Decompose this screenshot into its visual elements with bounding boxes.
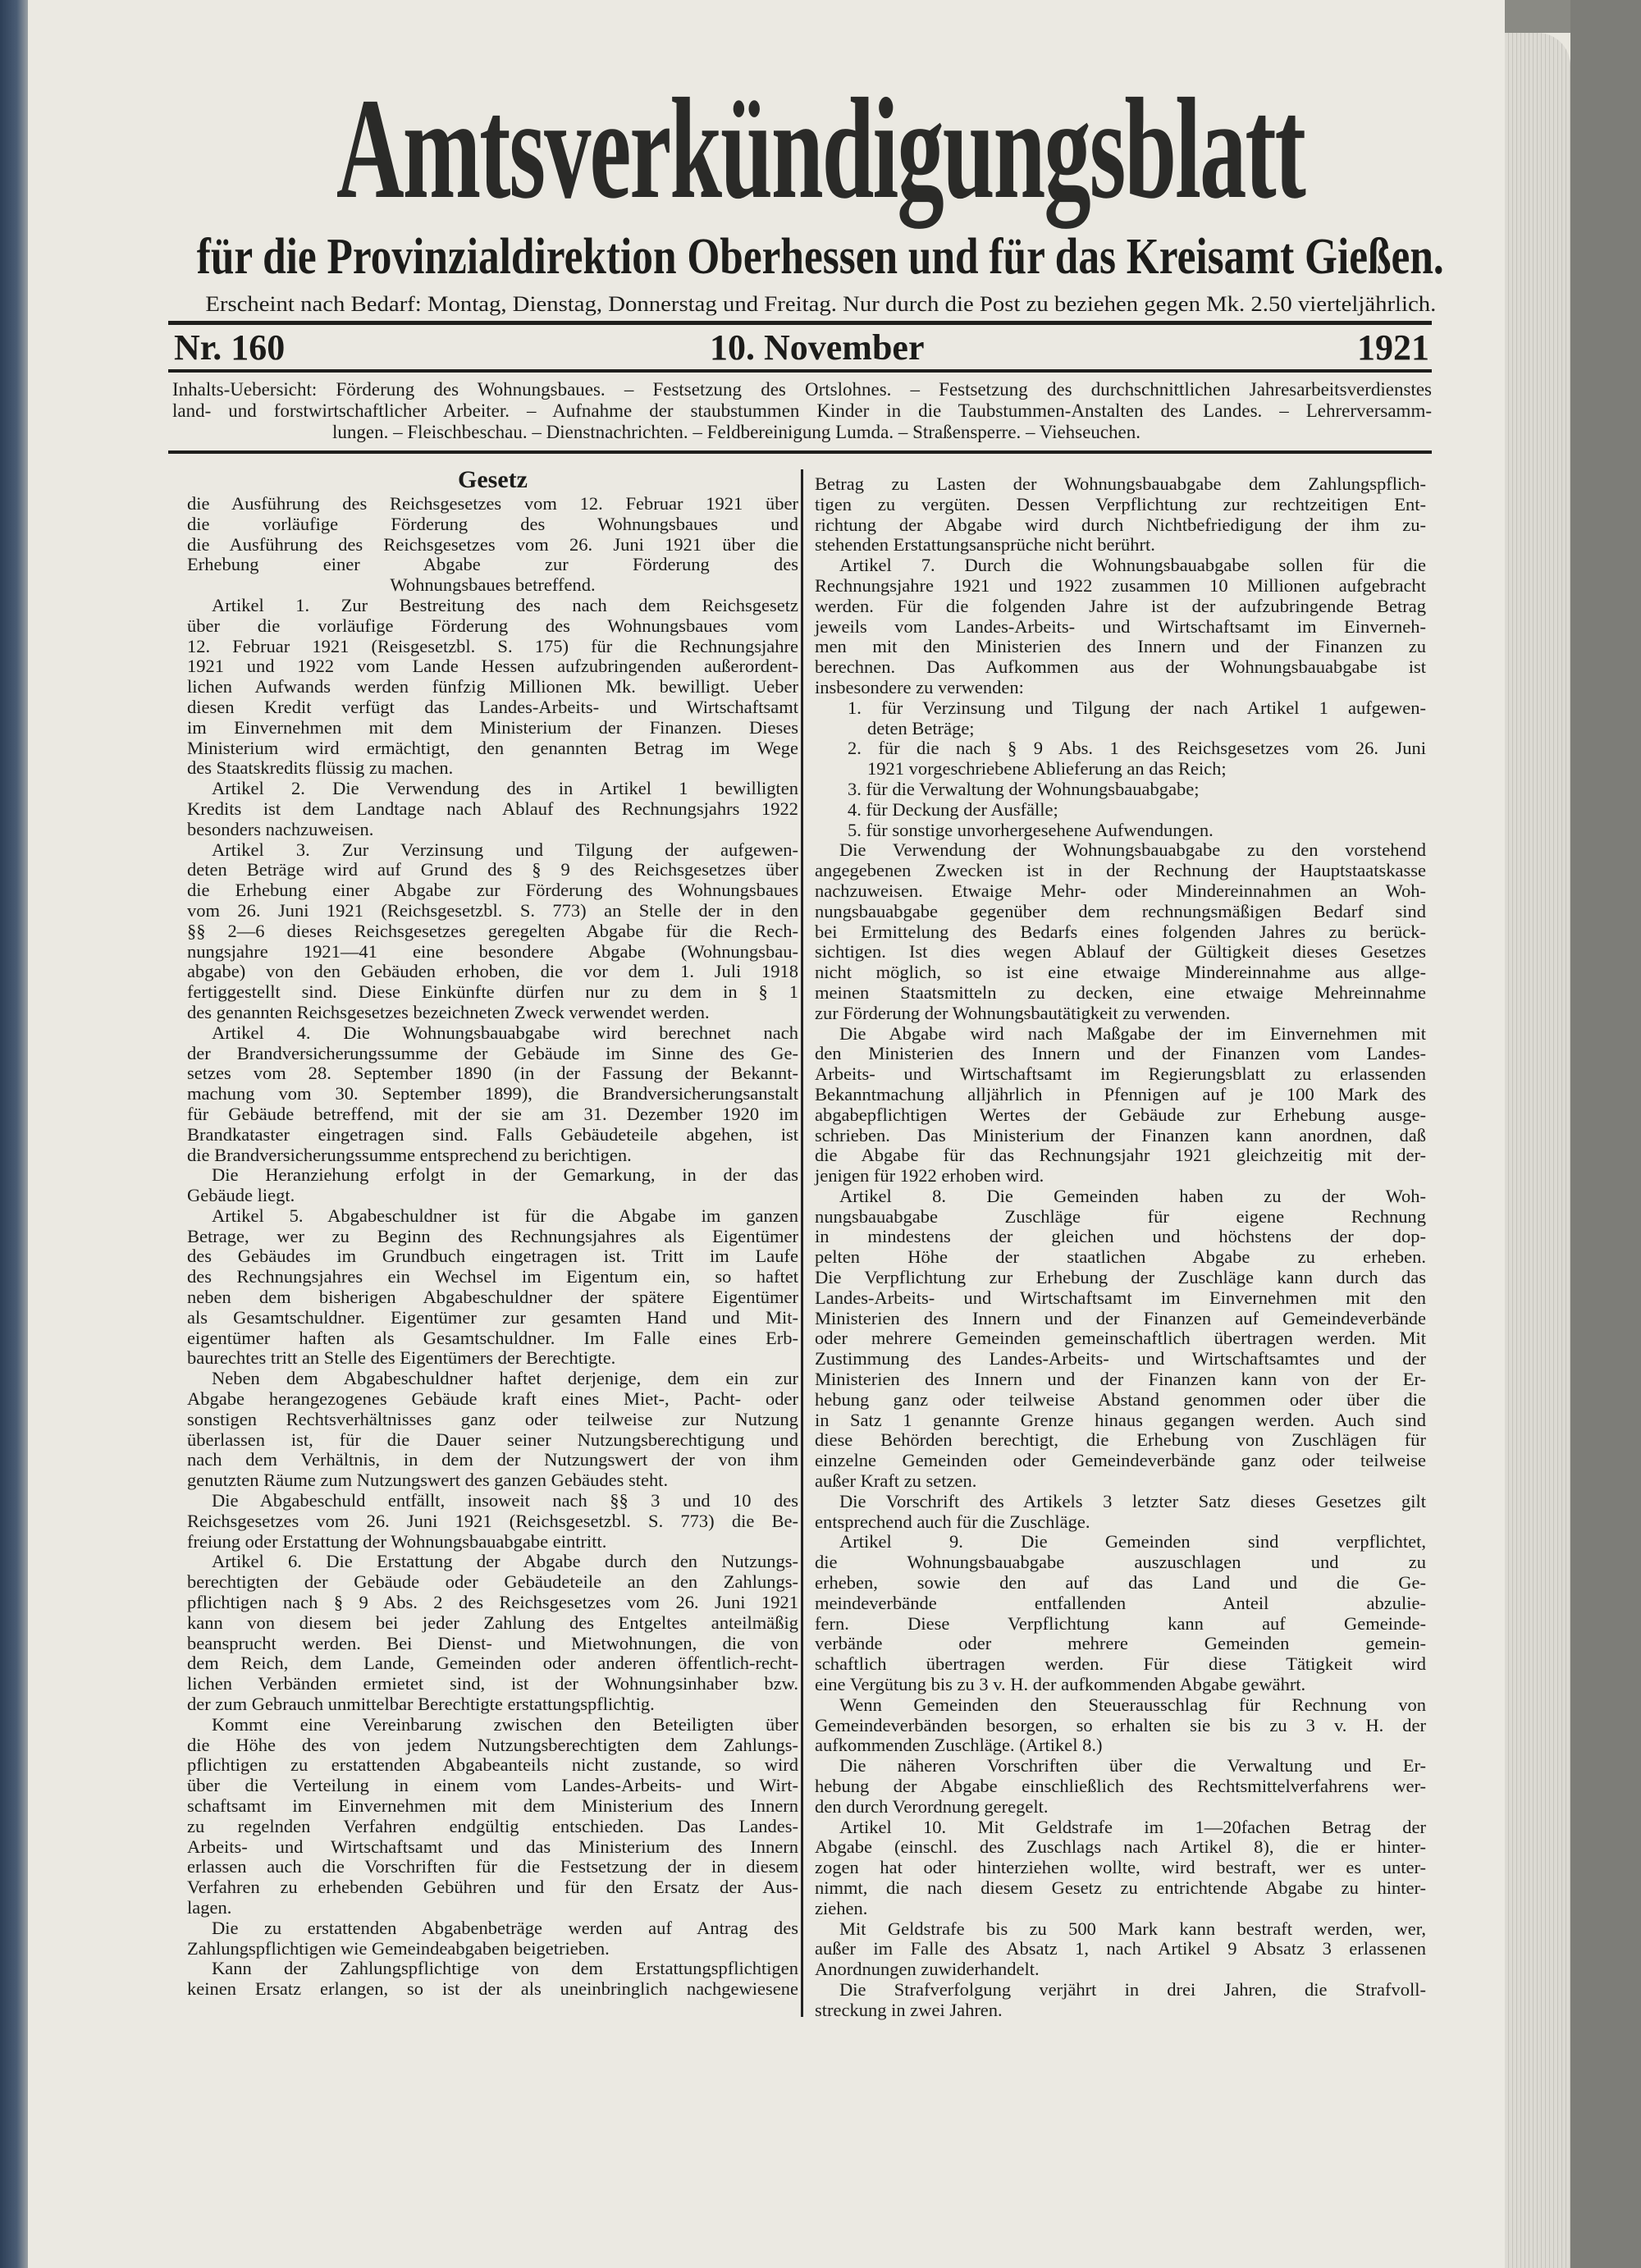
text-line: die Abgabe für das Rechnungsjahr 1921 gleichzeitig mit der-: [815, 1145, 1426, 1166]
masthead-subtitle: für die Provinzialdirektion Oberhessen und für das Kreisamt Gießen.: [196, 229, 1444, 285]
text-line: lichen Aufwands werden fünfzig Millionen Mk. bewilligt. Ueber: [187, 676, 798, 697]
text-line: nachzuweisen. Etwaige Mehr- oder Mindereinnahmen an Woh-: [815, 880, 1426, 901]
issue-year: 1921: [1357, 327, 1429, 368]
text-line: Artikel 9. Die Gemeinden sind verpflichtet,: [839, 1531, 1426, 1552]
text-line: die vorläufige Förderung des Wohnungsbaues und: [187, 513, 798, 534]
text-line: Wenn Gemeinden den Steuerausschlag für Rechnung von: [839, 1694, 1426, 1715]
text-line: Gemeindeverbänden besorgen, so erhalten sie bis zu 3 v. H. der: [815, 1714, 1426, 1735]
text-line: zu regelnden Verfahren endgültig entschieden. Das Landes-: [187, 1815, 798, 1836]
text-line: erheben, sowie den auf das Land und die Ge-: [815, 1572, 1426, 1594]
text-line: Landes-Arbeits- und Wirtschaftsamt im Einvernehmen mit den: [815, 1287, 1426, 1308]
masthead-title-wrap: [0, 69, 1641, 229]
text-line: für Gebäude betreffend, mit der sie am 31. Dezember 1920 im: [187, 1103, 798, 1124]
text-line: pflichtigen nach § 9 Abs. 2 des Reichsgesetzes vom 26. Juni 1921: [187, 1592, 798, 1613]
text-line: die Höhe des von jedem Nutzungsberechtigten dem Zahlungs-: [187, 1734, 798, 1755]
text-line: dem Reich, dem Lande, Gemeinden oder anderen öffentlich-recht-: [187, 1653, 798, 1674]
text-line: sichtigen. Ist dies wegen Ablauf der Gültigkeit dieses Gesetzes: [815, 941, 1426, 963]
text-line: Artikel 3. Zur Verzinsung und Tilgung der aufgewen-: [212, 839, 798, 860]
text-line: nicht möglich, so ist eine etwaige Mindereinnahme aus allge-: [815, 962, 1426, 983]
text-line: 4. für Deckung der Ausfälle;: [848, 798, 1058, 820]
text-line: neben dem bisherigen Abgabeschuldner der spätere Eigentümer: [187, 1287, 798, 1308]
publication-note-wrap: [0, 292, 1641, 317]
paragraph: [187, 1959, 798, 2000]
text-line: Die Heranziehung erfolgt in der Gemarkung, in der das: [212, 1164, 798, 1186]
text-line: Anordnungen zuwiderhandelt.: [815, 1959, 1040, 1980]
paragraph: [815, 474, 1426, 556]
text-line: Artikel 5. Abgabeschuldner ist für die Abgabe im ganzen: [212, 1205, 798, 1226]
text-line: kann von diesem bei jeder Zahlung des Entgeltes anteilmäßig: [187, 1612, 798, 1633]
paragraph: [187, 1023, 798, 1166]
text-line: meindeverbände entfallenden Anteil abzulie-: [815, 1592, 1426, 1613]
text-line: nungsbauabgabe gegenüber dem rechnungsmäßigen Bedarf sind: [815, 900, 1426, 921]
text-line: über die vorläufige Förderung des Wohnungsbaues vom: [187, 615, 798, 636]
text-line: überlassen ist, für die Dauer seiner Nutzungsberechtigung und: [187, 1429, 798, 1450]
text-line: Ministerium wird ermächtigt, den genannten Betrag im Wege: [187, 737, 798, 758]
text-line: hebung ganz oder teilweise Abstand genommen oder über die: [815, 1388, 1426, 1410]
text-line: vom 26. Juni 1921 (Reichsgesetzbl. S. 773) an Stelle der in den: [187, 899, 798, 921]
text-line: Ministerien des Innern und der Finanzen kann von der Er-: [815, 1369, 1426, 1390]
text-line: Zahlungspflichtigen wie Gemeindeabgaben beigetrieben.: [187, 1937, 610, 1959]
text-line: Kommt eine Vereinbarung zwischen den Beteiligten über: [212, 1713, 798, 1735]
text-line: Betrag zu Lasten der Wohnungsbauabgabe dem Zahlungspflich-: [815, 473, 1426, 494]
text-line: hebung der Abgabe einschließlich des Rechtsmittelverfahrens wer-: [815, 1776, 1426, 1796]
paragraph: [815, 840, 1426, 1023]
text-line: Abgabe (einschl. des Zuschlags nach Artikel 8), die er hinter-: [815, 1836, 1426, 1858]
right-column: [815, 474, 1426, 2021]
text-line: 12. Februar 1921 (Reisgesetzbl. S. 175) für die Rechnungsjahre: [187, 635, 798, 656]
text-line: Die Verpflichtung zur Erhebung der Zuschläge kann durch das: [815, 1267, 1426, 1288]
paragraph: [815, 1187, 1426, 1492]
text-line: 3. für die Verwaltung der Wohnungsbauabgabe;: [848, 778, 1200, 799]
paragraph: [187, 1369, 798, 1491]
text-line: berechnen. Das Aufkommen aus der Wohnungsbauabgabe ist: [815, 656, 1426, 678]
text-line: verbände oder mehrere Gemeinden gemein-: [815, 1633, 1426, 1654]
text-line: deten Beträge;: [867, 717, 975, 738]
contents-line: Inhalts-Uebersicht: Förderung des Wohnungsbaues. – Festsetzung des Ortslohnes. – Festsetzung des durchschnittlichen Jahresarbeitsverdienstes: [172, 379, 1432, 400]
text-line: die Ausführung des Reichsgesetzes vom 26. Juni 1921 über die: [187, 533, 798, 555]
text-line: des Rechnungsjahres ein Wechsel im Eigentum ein, so haftet: [187, 1266, 798, 1287]
text-line: werden. Für die folgenden Jahre ist der aufzubringende Betrag: [815, 595, 1426, 616]
text-line: Zustimmung des Landes-Arbeits- und Wirtschaftsamtes und der: [815, 1348, 1426, 1369]
paragraph: [187, 779, 798, 839]
text-line: die Ausführung des Reichsgesetzes vom 12. Februar 1921 über: [187, 493, 798, 514]
text-line: genutzten Räume zum Nutzungswert des ganzen Gebäudes steht.: [187, 1470, 669, 1491]
text-line: den Ministerien des Innern und der Finanzen vom Landes-: [815, 1043, 1426, 1064]
text-line: als Gesamtschuldner. Eigentümer zur gesamten Hand und Mit-: [187, 1306, 798, 1328]
text-line: Die Abgabeschuld entfällt, insoweit nach §§ 3 und 10 des: [212, 1490, 798, 1511]
paragraph: [815, 1818, 1426, 1919]
text-line: 1. für Verzinsung und Tilgung der nach Artikel 1 aufgewen-: [848, 697, 1426, 718]
text-line: Arbeits- und Wirtschaftsamt und das Ministerium des Innern: [187, 1836, 798, 1857]
text-line: sonstigen Rechtsverhältnisses ganz oder teilweise zur Nutzung: [187, 1408, 798, 1429]
text-line: Reichsgesetzes vom 26. Juni 1921 (Reichsgesetzbl. S. 773) die Be-: [187, 1510, 798, 1531]
text-line: Erhebung einer Abgabe zur Förderung des: [187, 554, 798, 575]
text-line: schaftsamt im Einvernehmen mit dem Ministerium des Innern: [187, 1795, 798, 1816]
text-line: freiung oder Erstattung der Wohnungsbauabgabe eintritt.: [187, 1530, 607, 1552]
text-line: Die Verwendung der Wohnungsbauabgabe zu den vorstehend: [839, 839, 1426, 861]
text-line: Ministerien des Innern und der Finanzen auf Gemeindeverbände: [815, 1307, 1426, 1328]
paragraph: [815, 1695, 1426, 1756]
book-binding: [0, 0, 28, 2268]
text-line: die Brandversicherungssumme entsprechend zu berichtigen.: [187, 1144, 632, 1165]
paragraph: [187, 1552, 798, 1714]
text-line: setzes vom 28. September 1890 (in der Fassung der Bekannt-: [187, 1063, 798, 1084]
text-line: über die Verteilung in einem vom Landes-Arbeits- und Wirt-: [187, 1775, 798, 1796]
text-line: Abgabe herangezogenes Gebäude kraft eines Miet-, Pacht- oder: [187, 1388, 798, 1410]
text-line: abgabe) von den Gebäuden erhoben, die vor dem 1. Juli 1918: [187, 961, 798, 982]
text-line: Die Strafverfolgung verjährt in drei Jahren, die Strafvoll-: [839, 1978, 1426, 2000]
text-line: Artikel 4. Die Wohnungsbauabgabe wird berechnet nach: [212, 1022, 798, 1043]
text-line: Kredits ist dem Landtage nach Ablauf des Rechnungsjahrs 1922: [187, 798, 798, 819]
text-line: der zum Gebrauch unmittelbar Berechtigte erstattungspflichtig.: [187, 1694, 655, 1715]
text-line: angegebenen Zwecken ist in der Rechnung der Hauptstaatskasse: [815, 860, 1426, 881]
paragraph: [187, 840, 798, 1023]
text-line: beansprucht werden. Bei Dienst- und Mietwohnungen, die von: [187, 1632, 798, 1653]
text-line: men mit den Ministerien des Innern und der Finanzen zu: [815, 636, 1426, 657]
text-line: schrieben. Das Ministerium der Finanzen kann anordnen, daß: [815, 1124, 1426, 1145]
text-line: fertiggestellt sind. Diese Einkünfte dürfen nur zu dem in § 1: [187, 981, 798, 1003]
text-line: zogen hat oder hinterziehen wollte, wird bestraft, wer es unter-: [815, 1857, 1426, 1878]
text-line: 1921 und 1922 vom Lande Hessen aufzubringenden außerordent-: [187, 656, 798, 677]
text-line: Betrage, wer zu Beginn des Rechnungsjahres als Eigentümer: [187, 1225, 798, 1246]
text-line: bei Ermittelung des Bedarfs eines folgenden Jahres zu berück-: [815, 921, 1426, 942]
paragraph: [815, 1919, 1426, 1980]
text-line: nungsjahre 1921—41 eine besondere Abgabe (Wohnungsbau-: [187, 940, 798, 962]
text-line: Artikel 8. Die Gemeinden haben zu der Woh-: [839, 1185, 1426, 1206]
table-of-contents: [172, 379, 1432, 443]
text-line: meinen Staatsmitteln zu decken, eine etwaige Mehreinnahme: [815, 981, 1426, 1003]
text-line: Die näheren Vorschriften über die Verwaltung und Er-: [839, 1755, 1426, 1776]
text-line: 1921 vorgeschriebene Ablieferung an das Reich;: [867, 758, 1227, 780]
text-line: deten Beträge wird auf Grund des § 9 des Reichsgesetzes über: [187, 859, 798, 880]
scan-background-right: [1570, 0, 1641, 2268]
text-line: lagen.: [187, 1896, 232, 1918]
text-line: berechtigten der Gebäude oder Gebäudeteile an den Zahlungs-: [187, 1571, 798, 1593]
paragraph: [815, 1024, 1426, 1187]
text-line: Artikel 10. Mit Geldstrafe im 1—20fachen Betrag der: [839, 1816, 1426, 1837]
text-line: jenigen für 1922 erhoben wird.: [815, 1165, 1044, 1187]
paragraph: [187, 596, 798, 779]
text-line: Artikel 6. Die Erstattung der Abgabe durch den Nutzungs-: [212, 1551, 798, 1572]
text-line: nimmt, die nach diesem Gesetz zu entrichtende Abgabe zu hinter-: [815, 1877, 1426, 1898]
masthead-title: Amtsverkündigungsblatt: [336, 69, 1305, 229]
text-line: streckung in zwei Jahren.: [815, 1999, 1003, 2020]
paragraph: [815, 556, 1426, 698]
paragraph: [815, 1492, 1426, 1533]
text-line: richtung der Abgabe wird durch Nichtbefriedigung der ihm zu-: [815, 514, 1426, 535]
text-line: jeweils vom Landes-Arbeits- und Wirtschaftsamt im Einverneh-: [815, 615, 1426, 637]
text-line: 5. für sonstige unvorhergesehene Aufwendungen.: [848, 819, 1214, 840]
paragraph: [187, 494, 798, 596]
publication-note: Erscheint nach Bedarf: Montag, Dienstag, Donnerstag und Freitag. Nur durch die Post zu beziehen gegen Mk. 2.50 vierteljährlich.: [204, 292, 1436, 316]
text-line: tigen zu vergüten. Dessen Verpflichtung zur rechtzeitigen Ent-: [815, 493, 1426, 514]
text-line: lichen Verbänden ermietet sind, ist der Wohnungsinhaber bzw.: [187, 1673, 798, 1694]
contents-line: lungen. – Fleischbeschau. – Dienstnachrichten. – Feldbereinigung Lumda. – Straßensperre. – Viehseuchen.: [332, 422, 1141, 442]
text-line: Neben dem Abgabeschuldner haftet derjenige, dem ein zur: [212, 1368, 798, 1389]
text-line: diese Behörden berechtigt, die Erhebung von Zuschlägen für: [815, 1429, 1426, 1451]
text-line: oder mehrere Gemeinden gemeinschaftlich übertragen werden. Mit: [815, 1328, 1426, 1349]
issue-number: Nr. 160: [174, 327, 286, 368]
text-line: Gebäude liegt.: [187, 1185, 295, 1206]
text-line: entsprechend auch für die Zuschläge.: [815, 1511, 1090, 1532]
text-line: erlassen auch die Vorschriften für die Festsetzung der in diesem: [187, 1856, 798, 1877]
text-line: des Staatskredits flüssig zu machen.: [187, 757, 454, 779]
text-line: des Gebäudes im Grundbuch eingetragen ist. Tritt im Laufe: [187, 1246, 798, 1267]
text-line: Arbeits- und Wirtschaftsamt im Regierungsblatt zu erlassenden: [815, 1063, 1426, 1085]
divider: [168, 321, 1432, 325]
text-line: Wohnungsbaues betreffend.: [390, 574, 596, 596]
text-line: stehenden Erstattungsansprüche nicht berührt.: [815, 534, 1155, 556]
text-line: die Erhebung einer Abgabe zur Förderung des Wohnungsbaues: [187, 880, 798, 901]
text-line: Brandkataster eingetragen sind. Falls Gebäudeteile abgehen, ist: [187, 1123, 798, 1145]
enumerated-list: [815, 698, 1426, 841]
paragraph: [815, 1980, 1426, 2021]
text-line: außer im Falle des Absatz 1, nach Artikel 9 Absatz 3 erlassenen: [815, 1938, 1426, 1959]
text-line: insbesondere zu verwenden:: [815, 676, 1024, 697]
text-line: Artikel 2. Die Verwendung des in Artikel 1 bewilligten: [212, 778, 798, 799]
contents-line: land- und forstwirtschaftlicher Arbeiter. – Aufnahme der staubstummen Kinder in die Taubstummen-Anstalten des Landes. – Lehrerversamm-: [172, 400, 1432, 421]
text-line: fern. Diese Verpflichtung kann auf Gemeinde-: [815, 1612, 1426, 1634]
divider: [168, 369, 1432, 373]
text-line: baurechtes tritt an Stelle des Eigentümers der Berechtigte.: [187, 1347, 616, 1369]
text-line: Die Vorschrift des Artikels 3 letzter Satz dieses Gesetzes gilt: [839, 1490, 1426, 1511]
text-line: in mindestens der gleichen und höchstens der dop-: [815, 1226, 1426, 1247]
text-line: den durch Verordnung geregelt.: [815, 1795, 1049, 1817]
text-line: besonders nachzuweisen.: [187, 818, 374, 839]
text-line: keinen Ersatz erlangen, so ist der als uneinbringlich nachgewiesene: [187, 1978, 798, 2000]
text-line: 2. für die nach § 9 Abs. 1 des Reichsgesetzes vom 26. Juni: [848, 738, 1426, 759]
paragraph: [187, 1918, 798, 1959]
left-column: [187, 466, 798, 2000]
text-line: ziehen.: [815, 1897, 868, 1918]
text-line: §§ 2—6 dieses Reichsgesetzes geregelten Abgabe für die Rech-: [187, 920, 798, 941]
text-line: pelten Höhe der staatlichen Abgabe zu erheben.: [815, 1246, 1426, 1268]
paragraph: [187, 1491, 798, 1552]
text-line: Mit Geldstrafe bis zu 500 Mark kann bestraft werden, wer,: [839, 1918, 1426, 1939]
text-line: Verfahren zu erhebenden Gebühren und für den Ersatz der Aus-: [187, 1877, 798, 1898]
paragraph: [187, 1206, 798, 1369]
paragraph: [815, 1756, 1426, 1817]
text-line: Kann der Zahlungspflichtige von dem Erstattungspflichtigen: [212, 1958, 798, 1979]
text-line: eine Vergütung bis zu 3 v. H. der aufkommenden Abgabe gewährt.: [815, 1674, 1306, 1695]
text-line: Die Abgabe wird nach Maßgabe der im Einvernehmen mit: [839, 1022, 1426, 1044]
text-line: pflichtigen zu erstattenden Abgabeanteils nicht zustande, so wird: [187, 1754, 798, 1776]
text-line: Artikel 1. Zur Bestreitung des nach dem Reichsgesetz: [212, 594, 798, 615]
paragraph: [815, 1532, 1426, 1694]
text-line: die Wohnungsbauabgabe auszuschlagen und zu: [815, 1552, 1426, 1573]
divider: [168, 450, 1432, 454]
text-line: aufkommenden Zuschläge. (Artikel 8.): [815, 1735, 1103, 1756]
column-rule: [801, 469, 803, 2017]
text-line: außer Kraft zu setzen.: [815, 1470, 977, 1492]
text-line: des genannten Reichsgesetzes bezeichneten Zweck verwendet werden.: [187, 1001, 710, 1022]
text-line: nach dem Verhältnis, in dem der Nutzungswert der von ihm: [187, 1449, 798, 1470]
text-line: abgabepflichtigen Wertes der Gebäude zur Erhebung ausge-: [815, 1104, 1426, 1125]
paragraph: [187, 1715, 798, 1918]
text-line: im Einvernehmen mit dem Ministerium der Finanzen. Dieses: [187, 716, 798, 738]
text-line: einzelne Gemeinden oder Gemeindeverbände ganz oder teilweise: [815, 1450, 1426, 1471]
text-line: in Satz 1 genannte Grenze hinaus gegangen werden. Auch sind: [815, 1409, 1426, 1430]
text-line: Artikel 7. Durch die Wohnungsbauabgabe sollen für die: [839, 555, 1426, 576]
text-line: diesen Kredit verfügt das Landes-Arbeits- und Wirtschaftsamt: [187, 696, 798, 717]
page-edges: [1505, 33, 1570, 2268]
text-line: Bekanntmachung alljährlich in Pfennigen auf je 100 Mark des: [815, 1083, 1426, 1104]
text-line: Rechnungsjahre 1921 und 1922 zusammen 10 Millionen aufgebracht: [815, 574, 1426, 596]
text-line: zur Förderung der Wohnungsbautätigkeit zu verwenden.: [815, 1002, 1231, 1023]
law-heading: Gesetz: [458, 466, 528, 493]
paragraph: [187, 1165, 798, 1206]
text-line: der Brandversicherungssumme der Gebäude im Sinne des Ge-: [187, 1042, 798, 1063]
text-line: nungsbauabgabe Zuschläge für eigene Rechnung: [815, 1205, 1426, 1227]
text-line: machung vom 30. September 1899), die Brandversicherungsanstalt: [187, 1083, 798, 1104]
text-line: Die zu erstattenden Abgabenbeträge werden auf Antrag des: [212, 1917, 798, 1938]
text-line: eigentümer haften als Gesamtschuldner. Im Falle eines Erb-: [187, 1327, 798, 1348]
issue-date: 10. November: [710, 327, 925, 368]
masthead-subtitle-wrap: [0, 230, 1641, 284]
text-line: schaftlich übertragen werden. Für diese Tätigkeit wird: [815, 1653, 1426, 1675]
